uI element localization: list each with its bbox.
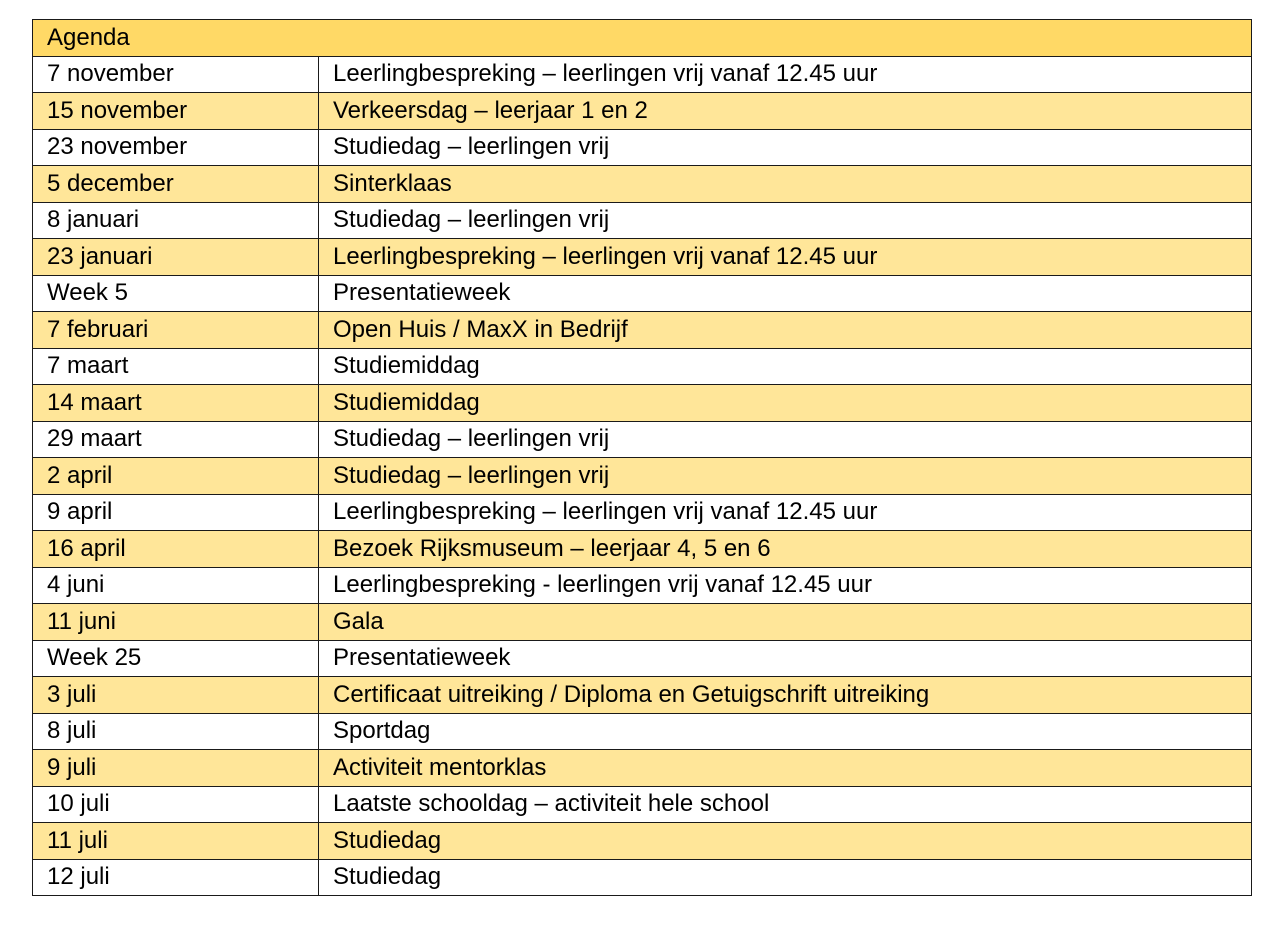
- agenda-date-cell: 2 april: [33, 458, 319, 495]
- agenda-row: [33, 859, 1252, 896]
- agenda-date-cell: 10 juli: [33, 786, 319, 823]
- agenda-row: [33, 458, 1252, 495]
- agenda-table-body: [33, 20, 1252, 896]
- agenda-header-row: [33, 20, 1252, 57]
- agenda-date-cell: 4 juni: [33, 567, 319, 604]
- agenda-row: [33, 567, 1252, 604]
- agenda-event-cell: Studiedag – leerlingen vrij: [319, 458, 1252, 495]
- agenda-row: [33, 750, 1252, 787]
- agenda-row: [33, 531, 1252, 568]
- agenda-event-cell: Activiteit mentorklas: [319, 750, 1252, 787]
- agenda-event-cell: Bezoek Rijksmuseum – leerjaar 4, 5 en 6: [319, 531, 1252, 568]
- agenda-row: [33, 786, 1252, 823]
- agenda-date-cell: 15 november: [33, 93, 319, 130]
- agenda-row: [33, 312, 1252, 349]
- agenda-event-cell: Studiedag – leerlingen vrij: [319, 129, 1252, 166]
- agenda-event-cell: Studiedag – leerlingen vrij: [319, 202, 1252, 239]
- agenda-date-cell: 16 april: [33, 531, 319, 568]
- agenda-date-cell: Week 5: [33, 275, 319, 312]
- agenda-event-cell: Studiemiddag: [319, 385, 1252, 422]
- agenda-row: [33, 239, 1252, 276]
- agenda-row: [33, 385, 1252, 422]
- agenda-date-cell: 12 juli: [33, 859, 319, 896]
- agenda-event-cell: Leerlingbespreking - leerlingen vrij vanaf 12.45 uur: [319, 567, 1252, 604]
- agenda-date-cell: 7 februari: [33, 312, 319, 349]
- agenda-row: [33, 166, 1252, 203]
- agenda-event-cell: Studiedag: [319, 823, 1252, 860]
- agenda-row: [33, 56, 1252, 93]
- agenda-event-cell: Studiemiddag: [319, 348, 1252, 385]
- agenda-row: [33, 713, 1252, 750]
- agenda-title: Agenda: [33, 20, 1252, 57]
- agenda-date-cell: 29 maart: [33, 421, 319, 458]
- agenda-date-cell: 7 maart: [33, 348, 319, 385]
- agenda-date-cell: Week 25: [33, 640, 319, 677]
- agenda-row: [33, 494, 1252, 531]
- agenda-row: [33, 421, 1252, 458]
- agenda-date-cell: 8 januari: [33, 202, 319, 239]
- agenda-date-cell: 3 juli: [33, 677, 319, 714]
- agenda-event-cell: Laatste schooldag – activiteit hele school: [319, 786, 1252, 823]
- agenda-row: [33, 604, 1252, 641]
- agenda-table: [32, 19, 1252, 896]
- agenda-date-cell: 9 april: [33, 494, 319, 531]
- agenda-event-cell: Leerlingbespreking – leerlingen vrij vanaf 12.45 uur: [319, 56, 1252, 93]
- agenda-date-cell: 23 januari: [33, 239, 319, 276]
- agenda-row: [33, 275, 1252, 312]
- agenda-event-cell: Studiedag: [319, 859, 1252, 896]
- agenda-event-cell: Sinterklaas: [319, 166, 1252, 203]
- agenda-date-cell: 23 november: [33, 129, 319, 166]
- agenda-row: [33, 348, 1252, 385]
- agenda-row: [33, 640, 1252, 677]
- agenda-date-cell: 11 juni: [33, 604, 319, 641]
- agenda-date-cell: 11 juli: [33, 823, 319, 860]
- agenda-event-cell: Sportdag: [319, 713, 1252, 750]
- agenda-event-cell: Certificaat uitreiking / Diploma en Getuigschrift uitreiking: [319, 677, 1252, 714]
- agenda-event-cell: Presentatieweek: [319, 275, 1252, 312]
- agenda-row: [33, 93, 1252, 130]
- agenda-event-cell: Presentatieweek: [319, 640, 1252, 677]
- agenda-event-cell: Open Huis / MaxX in Bedrijf: [319, 312, 1252, 349]
- agenda-date-cell: 14 maart: [33, 385, 319, 422]
- agenda-event-cell: Studiedag – leerlingen vrij: [319, 421, 1252, 458]
- agenda-row: [33, 202, 1252, 239]
- agenda-event-cell: Leerlingbespreking – leerlingen vrij vanaf 12.45 uur: [319, 494, 1252, 531]
- agenda-date-cell: 5 december: [33, 166, 319, 203]
- agenda-row: [33, 129, 1252, 166]
- agenda-event-cell: Gala: [319, 604, 1252, 641]
- agenda-event-cell: Verkeersdag – leerjaar 1 en 2: [319, 93, 1252, 130]
- agenda-date-cell: 7 november: [33, 56, 319, 93]
- agenda-row: [33, 677, 1252, 714]
- agenda-date-cell: 9 juli: [33, 750, 319, 787]
- agenda-date-cell: 8 juli: [33, 713, 319, 750]
- agenda-row: [33, 823, 1252, 860]
- agenda-event-cell: Leerlingbespreking – leerlingen vrij vanaf 12.45 uur: [319, 239, 1252, 276]
